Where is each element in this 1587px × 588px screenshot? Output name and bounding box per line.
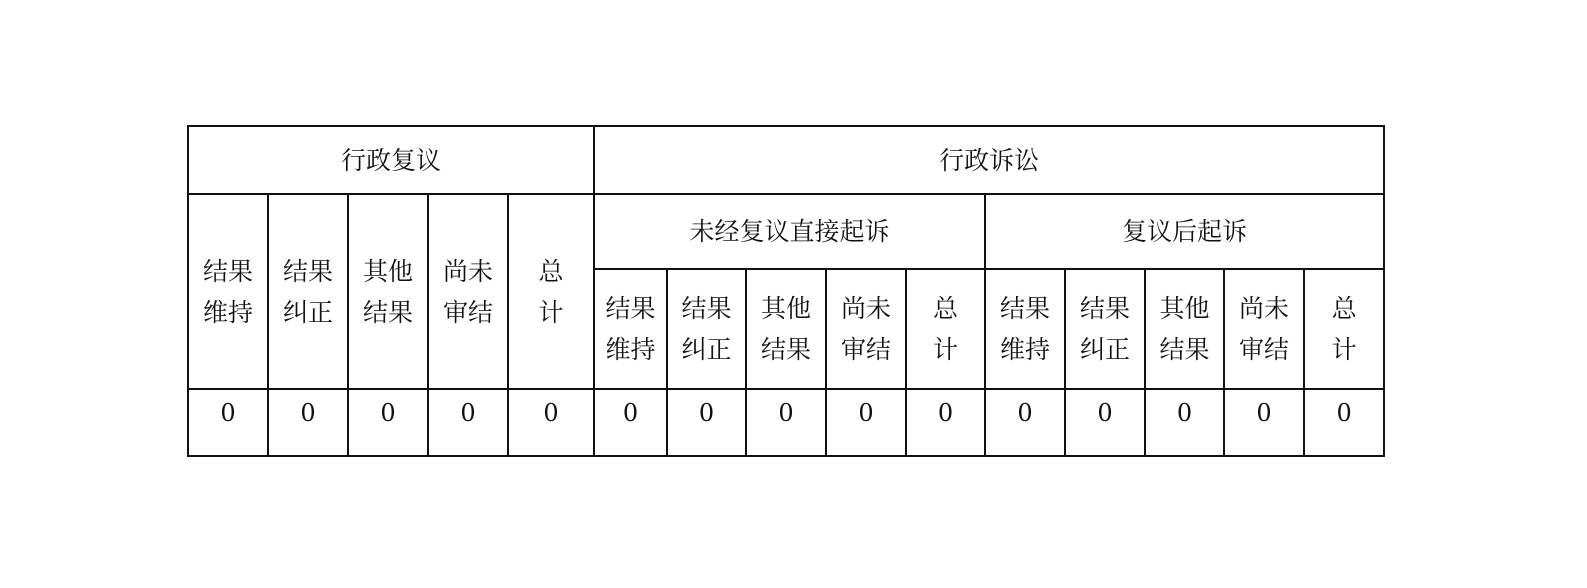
value-cell: 0 bbox=[746, 389, 826, 456]
header-line: 结果 bbox=[362, 297, 413, 327]
header-line: 结果 bbox=[761, 335, 812, 364]
header-line: 纠正 bbox=[681, 335, 732, 364]
value-cell: 0 bbox=[906, 389, 985, 456]
header-review-col-3 bbox=[348, 194, 428, 389]
header-line: 结果 bbox=[282, 256, 333, 286]
header-line: 维持 bbox=[202, 297, 253, 327]
header-after-col-1 bbox=[985, 269, 1065, 389]
header-line: 计 bbox=[1331, 335, 1357, 364]
header-line: 维持 bbox=[605, 335, 656, 364]
header-line: 结果 bbox=[681, 294, 732, 323]
header-after-col-4 bbox=[1224, 269, 1304, 389]
header-line: 结果 bbox=[1080, 294, 1131, 323]
value-cell: 0 bbox=[667, 389, 746, 456]
data-row bbox=[188, 389, 1384, 456]
header-line: 总 bbox=[1331, 294, 1357, 323]
header-line: 审结 bbox=[442, 297, 493, 327]
header-line: 结果 bbox=[1000, 294, 1051, 323]
value-cell: 0 bbox=[1065, 389, 1145, 456]
header-review-col-2 bbox=[268, 194, 348, 389]
value-cell: 0 bbox=[188, 389, 268, 456]
header-admin-review: 行政复议 bbox=[188, 126, 594, 194]
header-row-2 bbox=[188, 194, 1384, 269]
header-direct-col-5 bbox=[906, 269, 985, 389]
header-line: 尚未 bbox=[1239, 294, 1290, 323]
header-line: 其他 bbox=[362, 256, 413, 286]
header-litigation-after-review: 复议后起诉 bbox=[985, 194, 1384, 269]
header-line: 审结 bbox=[841, 335, 892, 364]
value-cell: 0 bbox=[508, 389, 594, 456]
header-line: 尚未 bbox=[442, 256, 493, 286]
header-line: 结果 bbox=[202, 256, 253, 286]
value-cell: 0 bbox=[1145, 389, 1224, 456]
header-line: 计 bbox=[933, 335, 959, 364]
header-direct-col-4 bbox=[826, 269, 906, 389]
header-direct-col-3 bbox=[746, 269, 826, 389]
header-line: 维持 bbox=[1000, 335, 1051, 364]
header-line: 纠正 bbox=[1080, 335, 1131, 364]
value-cell: 0 bbox=[348, 389, 428, 456]
header-admin-litigation: 行政诉讼 bbox=[594, 126, 1384, 194]
header-line: 其他 bbox=[1159, 294, 1210, 323]
header-line: 审结 bbox=[1239, 335, 1290, 364]
header-line: 总 bbox=[933, 294, 959, 323]
header-review-col-4 bbox=[428, 194, 508, 389]
header-line: 纠正 bbox=[282, 297, 333, 327]
header-line: 尚未 bbox=[841, 294, 892, 323]
header-direct-litigation: 未经复议直接起诉 bbox=[594, 194, 985, 269]
value-cell: 0 bbox=[428, 389, 508, 456]
header-review-col-1 bbox=[188, 194, 268, 389]
value-cell: 0 bbox=[1304, 389, 1384, 456]
value-cell: 0 bbox=[985, 389, 1065, 456]
header-after-col-5 bbox=[1304, 269, 1384, 389]
value-cell: 0 bbox=[268, 389, 348, 456]
value-cell: 0 bbox=[594, 389, 667, 456]
value-cell: 0 bbox=[826, 389, 906, 456]
header-row-1 bbox=[188, 126, 1384, 194]
header-line: 其他 bbox=[761, 294, 812, 323]
value-cell: 0 bbox=[1224, 389, 1304, 456]
header-direct-col-1 bbox=[594, 269, 667, 389]
header-direct-col-2 bbox=[667, 269, 746, 389]
statistics-table bbox=[187, 125, 1385, 457]
header-line: 计 bbox=[538, 297, 564, 327]
header-line: 结果 bbox=[1159, 335, 1210, 364]
header-review-col-5 bbox=[508, 194, 594, 389]
header-line: 结果 bbox=[605, 294, 656, 323]
header-line: 总 bbox=[538, 256, 564, 286]
header-after-col-2 bbox=[1065, 269, 1145, 389]
header-after-col-3 bbox=[1145, 269, 1224, 389]
